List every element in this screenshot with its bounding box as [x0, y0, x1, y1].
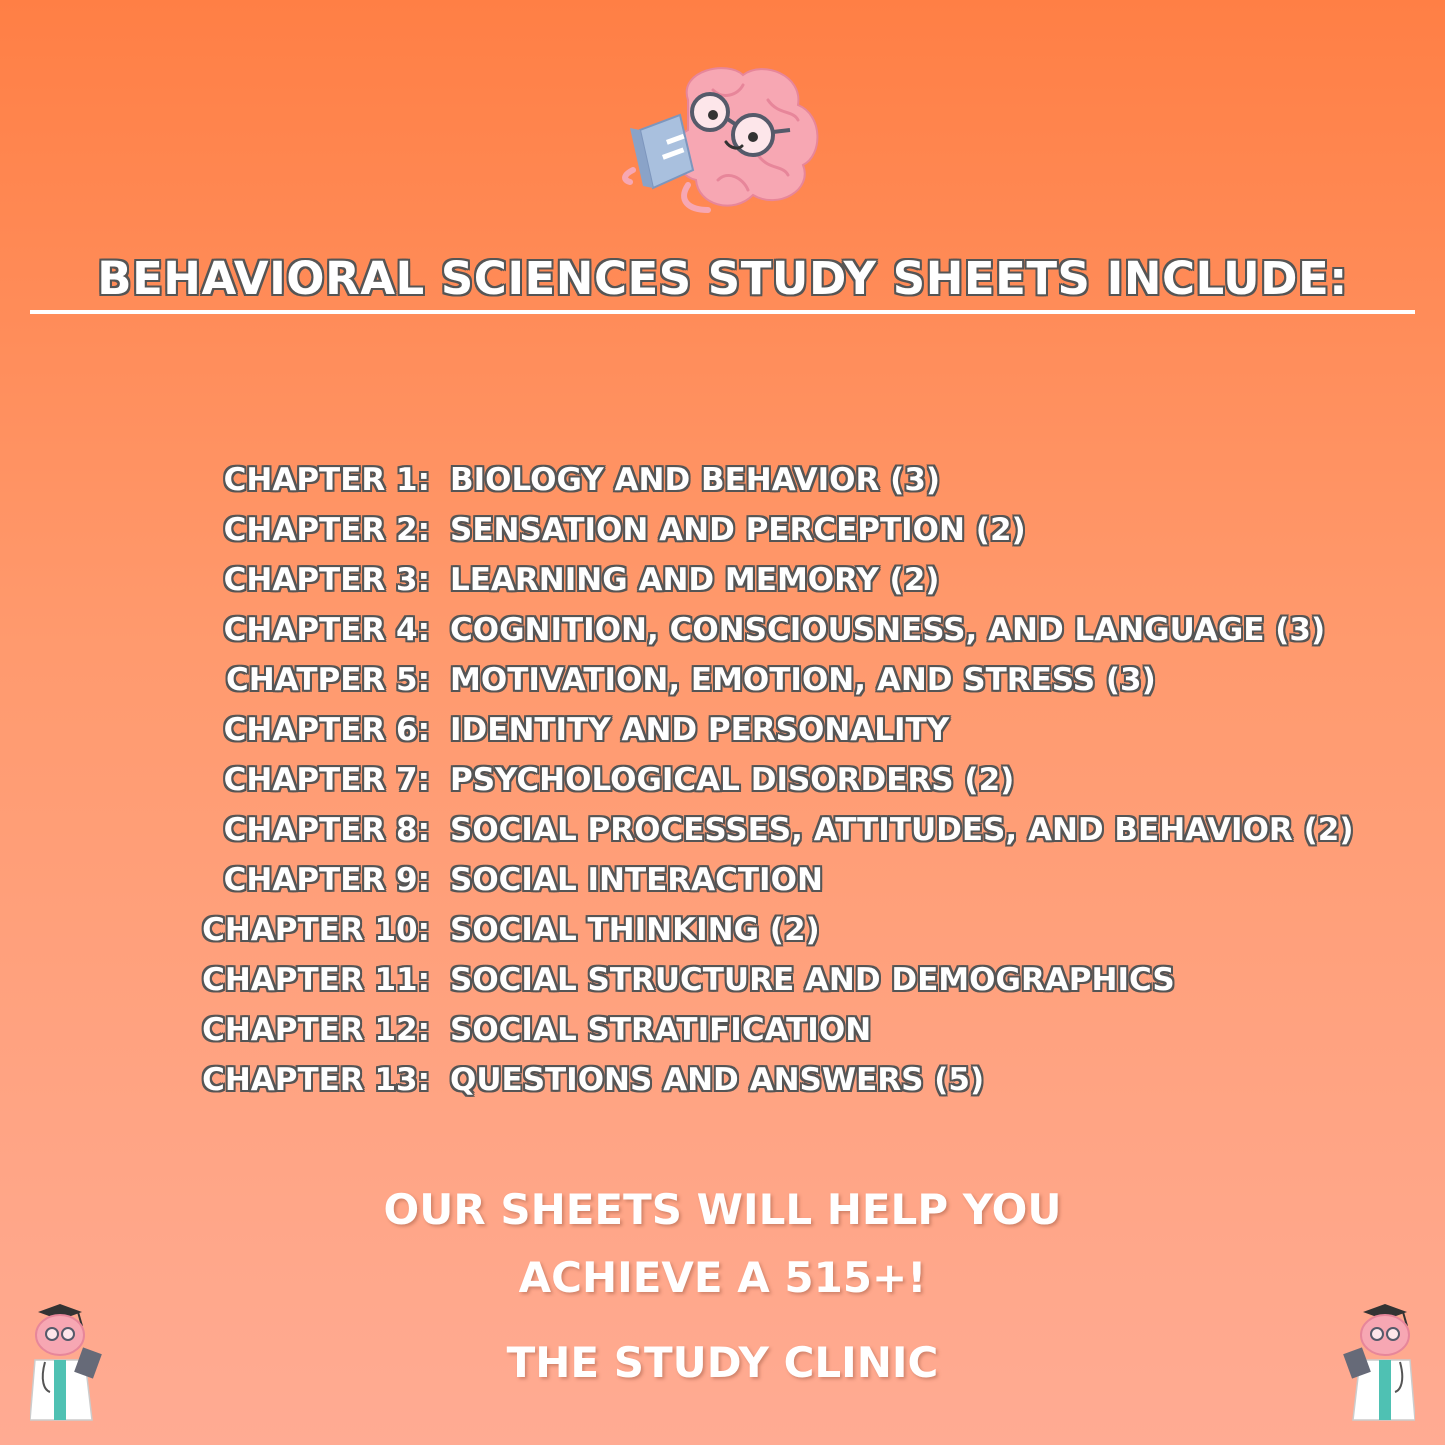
list-item [0, 505, 1445, 555]
brain-doctor-icon [30, 1300, 110, 1425]
chapter-title: IDENTITY AND PERSONALITY [450, 712, 950, 748]
chapter-title: SENSATION AND PERCEPTION (2) [450, 512, 1026, 548]
brain-doctor-icon [1335, 1300, 1415, 1425]
chapter-title: MOTIVATION, EMOTION, AND STRESS (3) [450, 662, 1156, 698]
list-item [0, 955, 1445, 1005]
chapter-label: CHATPER 5: [226, 662, 430, 698]
chapter-label: CHAPTER 13: [202, 1062, 430, 1098]
list-item [0, 1005, 1445, 1055]
chapter-title: SOCIAL INTERACTION [450, 862, 823, 898]
chapter-title: SOCIAL STRATIFICATION [450, 1012, 872, 1048]
title-underline [30, 310, 1415, 314]
list-item [0, 555, 1445, 605]
chapter-label: CHAPTER 11: [202, 962, 430, 998]
chapter-label: CHAPTER 1: [223, 462, 430, 498]
list-item [0, 655, 1445, 705]
list-item [0, 455, 1445, 505]
chapter-label: CHAPTER 2: [223, 512, 430, 548]
chapter-title: SOCIAL STRUCTURE AND DEMOGRAPHICS [450, 962, 1175, 998]
chapter-label: CHAPTER 12: [202, 1012, 430, 1048]
list-item [0, 855, 1445, 905]
chapter-title: SOCIAL PROCESSES, ATTITUDES, AND BEHAVIOR (2) [450, 812, 1354, 848]
chapter-label: CHAPTER 9: [223, 862, 430, 898]
chapter-label: CHAPTER 6: [223, 712, 430, 748]
promo-line-2: ACHIEVE A 515+! [518, 1253, 927, 1302]
chapter-title: SOCIAL THINKING (2) [450, 912, 820, 948]
brand-name: THE STUDY CLINIC [506, 1338, 939, 1387]
list-item [0, 605, 1445, 655]
list-item [0, 805, 1445, 855]
brain-reading-book-icon [618, 60, 828, 230]
list-item [0, 755, 1445, 805]
chapter-list [0, 455, 1445, 1105]
chapter-label: CHAPTER 3: [223, 562, 430, 598]
chapter-label: CHAPTER 4: [223, 612, 430, 648]
list-item [0, 705, 1445, 755]
chapter-label: CHAPTER 7: [223, 762, 430, 798]
promo-line-1: OUR SHEETS WILL HELP YOU [383, 1185, 1062, 1234]
chapter-title: QUESTIONS AND ANSWERS (5) [450, 1062, 985, 1098]
chapter-label: CHAPTER 8: [223, 812, 430, 848]
chapter-title: PSYCHOLOGICAL DISORDERS (2) [450, 762, 1015, 798]
list-item [0, 1055, 1445, 1105]
chapter-title: COGNITION, CONSCIOUSNESS, AND LANGUAGE (3) [450, 612, 1326, 648]
page-title: BEHAVIORAL SCIENCES STUDY SHEETS INCLUDE: [97, 252, 1348, 305]
chapter-title: LEARNING AND MEMORY (2) [450, 562, 940, 598]
list-item [0, 905, 1445, 955]
chapter-title: BIOLOGY AND BEHAVIOR (3) [450, 462, 941, 498]
chapter-label: CHAPTER 10: [202, 912, 430, 948]
